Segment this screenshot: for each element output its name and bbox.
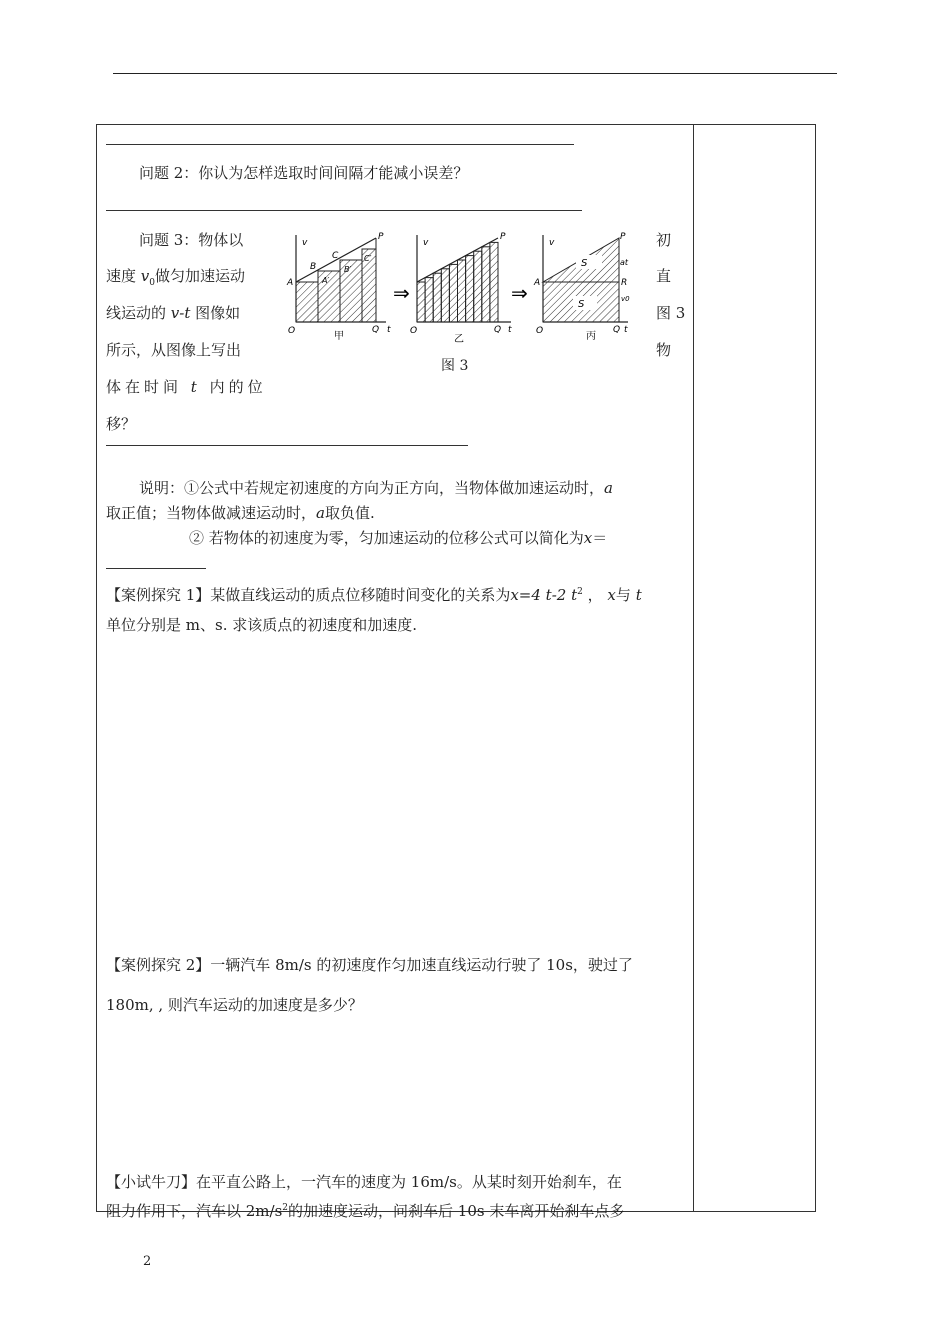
panel-yi: [410, 232, 512, 345]
arrow-2: ⇒: [511, 281, 528, 305]
svg-text:B: B: [310, 262, 317, 272]
step-bar: [425, 278, 433, 322]
page-number: 2: [143, 1254, 152, 1269]
question-2: 问题 2：你认为怎样选取时间间隔才能减小误差？: [139, 164, 469, 182]
svg-text:at: at: [620, 258, 629, 267]
figure-caption: 图 3: [441, 358, 469, 374]
step-bar: [441, 269, 449, 322]
svg-text:O: O: [288, 326, 296, 336]
answer-line: [106, 445, 468, 446]
answer-line: [106, 210, 582, 211]
svg-text:P: P: [500, 232, 506, 242]
trial-line1: 【小试牛刀】在平直公路上，一汽车的速度为 16m/s。从某时刻开始刹车，在: [106, 1173, 622, 1191]
question-3-line4: 所示，从图像上写出: [106, 341, 242, 359]
case-2-line1: 【案例探究 2】一辆汽车 8m/s 的初速度作匀加速直线运动行驶了 10s，驶过了: [106, 956, 633, 974]
step-bar: [490, 242, 498, 322]
step-bar: [474, 251, 482, 322]
svg-text:S: S: [581, 258, 588, 269]
svg-text:C′: C′: [364, 254, 372, 263]
step-bar: [449, 264, 457, 322]
case-1-line1: 【案例探究 1】某做直线运动的质点位移随时间变化的关系为x=4 t-2 $t^2$ ， x与 t: [106, 586, 642, 604]
question-3-right4: 物: [656, 341, 672, 359]
step-bar: [417, 282, 425, 322]
question-3-line2: 速度 $v_0$做匀加速运动: [106, 267, 246, 288]
svg-text:t: t: [624, 325, 628, 335]
question-3-line1: 问题 3：物体以: [139, 231, 244, 249]
question-3-right3: 图 3: [656, 304, 686, 322]
svg-text:t: t: [387, 325, 391, 335]
svg-text:O: O: [536, 326, 544, 336]
svg-text:C: C: [332, 251, 339, 261]
svg-text:P: P: [378, 232, 384, 242]
svg-text:乙: 乙: [454, 334, 464, 345]
question-3-line6: 移？: [106, 415, 137, 433]
note-line2: 取正值；当物体做减速运动时，a取负值.: [106, 504, 375, 522]
trial-line2: 阻力作用下，汽车以 $2m/s^2$的加速度运动，问刹车后 10s 末车离开始刹车点多: [106, 1202, 625, 1220]
svg-text:S: S: [578, 299, 585, 310]
svg-text:B′: B′: [344, 265, 352, 274]
svg-text:v: v: [549, 238, 555, 248]
step-bar: [466, 256, 474, 322]
svg-text:A: A: [534, 278, 541, 288]
note-line3: ② 若物体的初速度为零，匀加速运动的位移公式可以简化为x＝: [189, 529, 608, 547]
svg-text:Q: Q: [613, 325, 621, 335]
answer-line: [106, 568, 206, 569]
step-bar: [458, 260, 466, 322]
svg-text:Q: Q: [494, 325, 502, 335]
question-3-right2: 直: [656, 267, 672, 285]
svg-text:甲: 甲: [334, 331, 344, 342]
svg-text:Q: Q: [372, 325, 380, 335]
panel-jia: [286, 232, 391, 342]
svg-text:v0: v0: [621, 295, 630, 303]
note-line1: 说明：①公式中若规定初速度的方向为正方向，当物体做加速运动时，a: [139, 479, 613, 497]
case-1-line2: 单位分别是 m、s. 求该质点的初速度和加速度.: [106, 616, 417, 634]
svg-text:丙: 丙: [586, 331, 596, 342]
svg-text:P: P: [620, 232, 626, 242]
svg-text:R: R: [621, 278, 628, 288]
question-3-right1: 初: [656, 231, 672, 249]
step-bar: [482, 247, 490, 322]
header-rule: [113, 73, 837, 74]
table-column-divider: [693, 124, 694, 1212]
panel-bing: [533, 232, 630, 342]
question-3-line3: 线运动的 v-t 图像如: [106, 304, 241, 322]
svg-text:O: O: [410, 326, 418, 336]
case-2-line2: 180m, , 则汽车运动的加速度是多少？: [106, 996, 363, 1014]
arrow-1: ⇒: [393, 281, 410, 305]
svg-text:v: v: [302, 238, 308, 248]
svg-text:v: v: [423, 238, 429, 248]
svg-text:A′: A′: [322, 276, 330, 285]
step-bar: [433, 273, 441, 322]
velocity-time-figure: [286, 225, 636, 375]
answer-line: [106, 144, 574, 145]
question-3-line5: 体在时间 t 内的位: [106, 378, 267, 396]
svg-text:t: t: [508, 325, 512, 335]
svg-text:A: A: [287, 278, 294, 288]
